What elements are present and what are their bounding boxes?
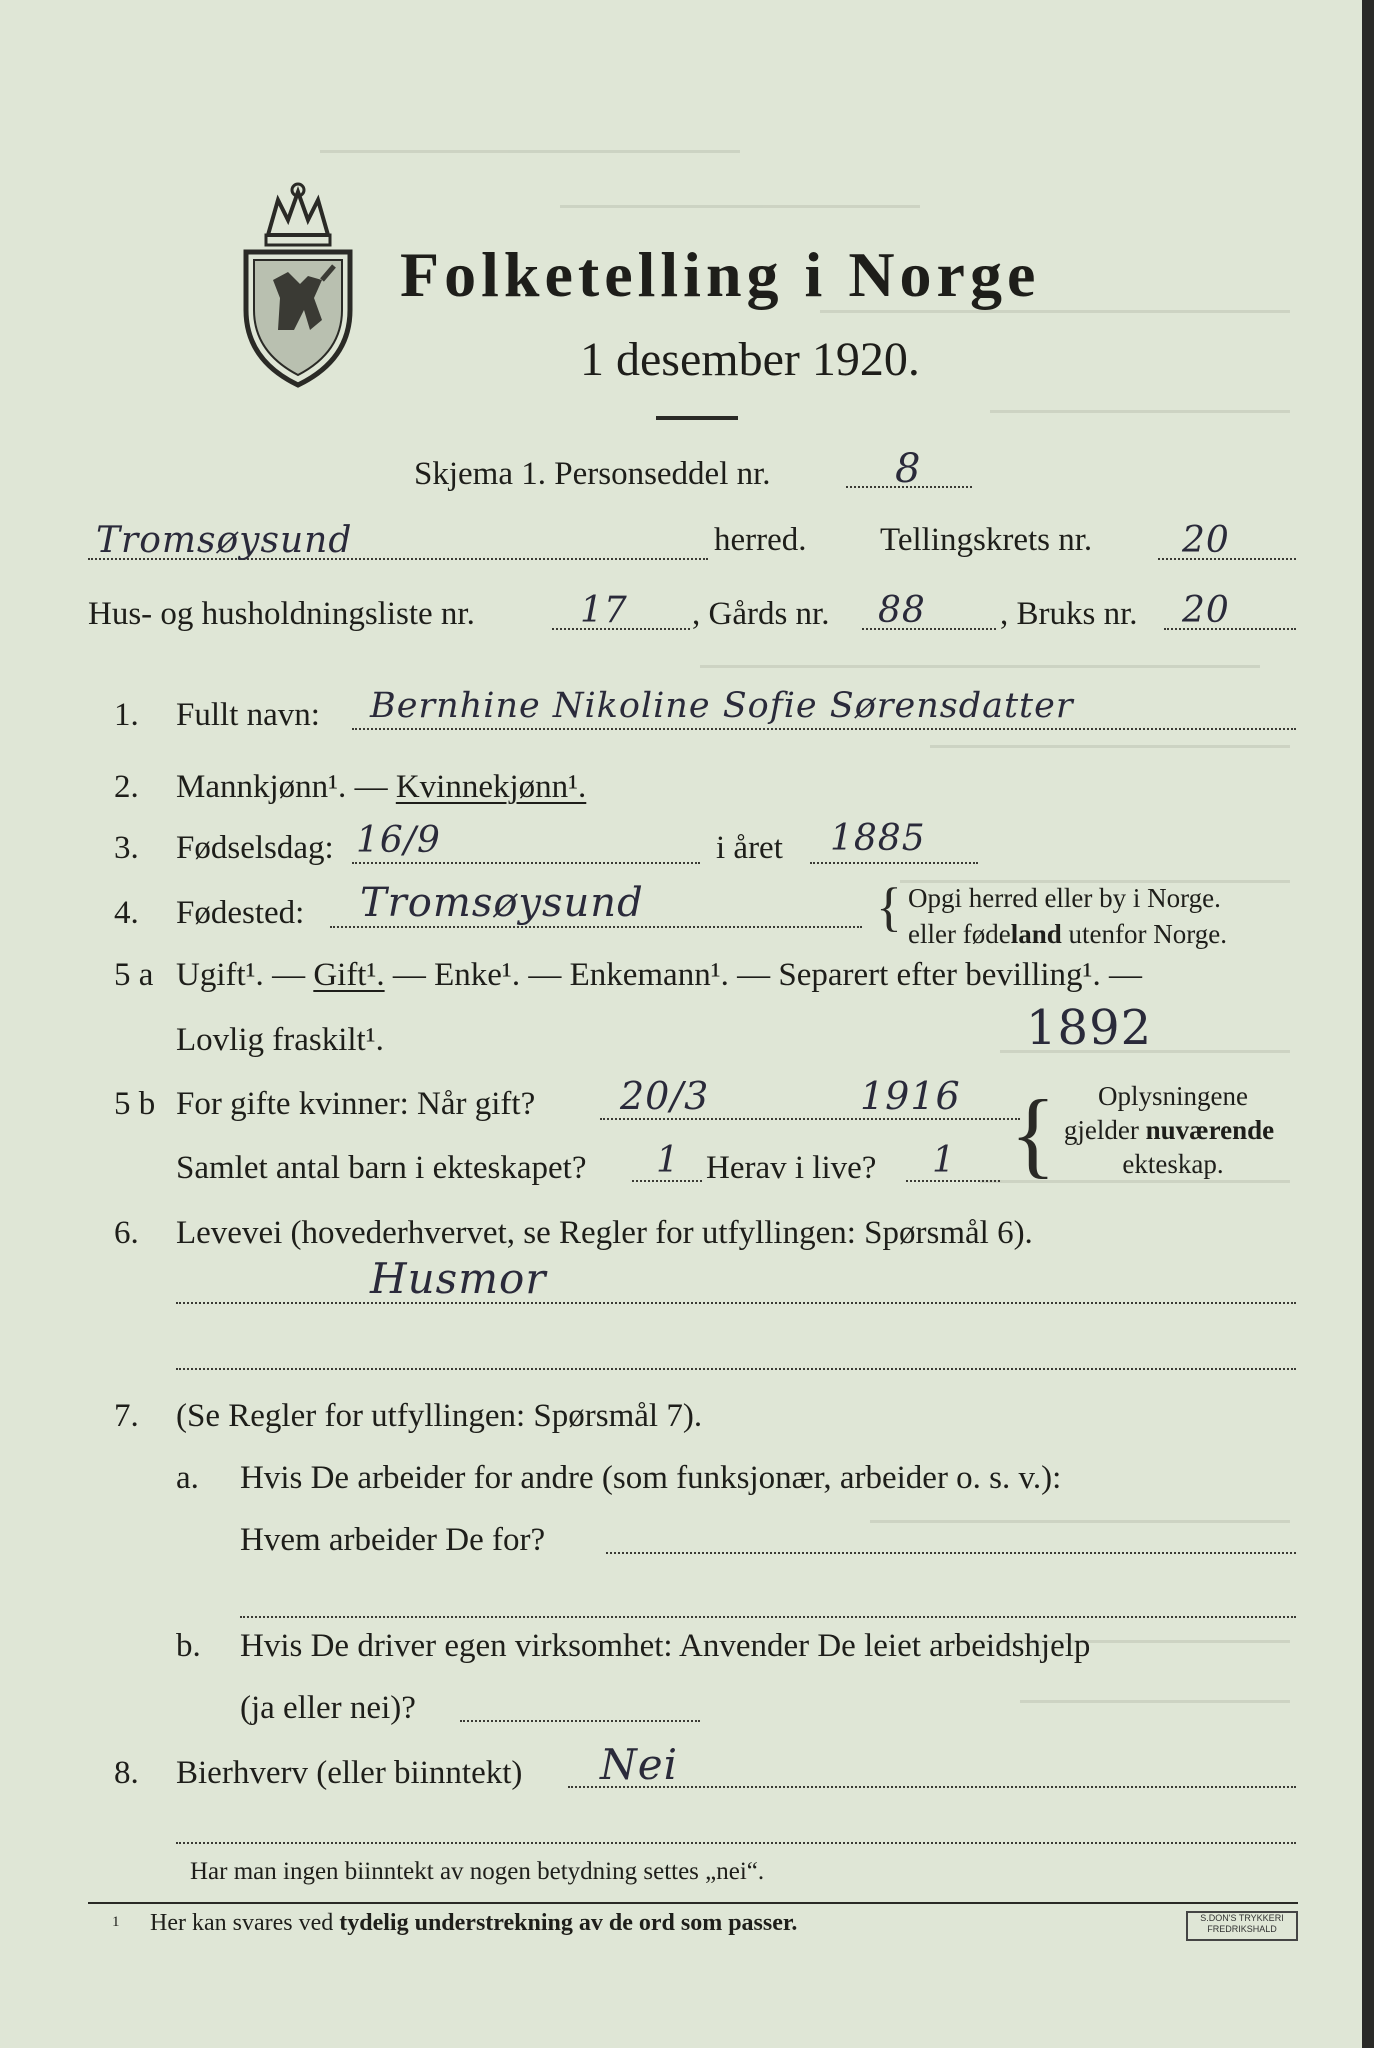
q6-label: Levevei (hovederhvervet, se Regler for utfyllingen: Spørsmål 6). — [176, 1215, 1033, 1251]
printer-stamp: S.DON'S TRYKKERI FREDRIKSHALD — [1186, 1911, 1298, 1941]
gards-value: 88 — [878, 590, 926, 631]
q5a-number: 5 a — [114, 957, 154, 993]
fodested-field[interactable] — [330, 926, 862, 928]
fullt-navn-value: Bernhine Nikoline Sofie Sørensdatter — [370, 686, 1074, 726]
q8-label: Bierhverv (eller biinntekt) — [176, 1755, 523, 1791]
q8-number: 8. — [114, 1755, 139, 1791]
bierhverv-value: Nei — [600, 1740, 679, 1789]
q7b-line1: Hvis De driver egen virksomhet: Anvender De leiet arbeidshjelp — [240, 1628, 1091, 1664]
q5b-brace: { — [1010, 1080, 1057, 1187]
q7a-letter: a. — [176, 1460, 199, 1496]
q5b-note-line2: gjelder nuværende — [1063, 1115, 1275, 1145]
q1-number: 1. — [114, 697, 139, 733]
q4-brace: { — [876, 877, 902, 937]
option-gift[interactable]: Gift¹. — [313, 957, 385, 993]
q4-label: Fødested: — [176, 895, 305, 931]
q3-label: Fødselsdag: — [176, 830, 334, 866]
levevei-field-2[interactable] — [176, 1368, 1296, 1370]
q5a-year-value: 1892 — [1026, 1000, 1153, 1056]
census-date: 1 desember 1920. — [580, 333, 920, 386]
arbeidsgiver-field-1[interactable] — [606, 1552, 1296, 1554]
option-mannkjonn[interactable]: Mannkjønn¹. — [176, 769, 347, 805]
q1-label: Fullt navn: — [176, 697, 320, 733]
schema-label: Skjema 1. Personseddel nr. — [414, 456, 771, 492]
q7a-line1: Hvis De arbeider for andre (som funksjonær, arbeider o. s. v.): — [240, 1460, 1062, 1496]
q5b-number: 5 b — [114, 1086, 156, 1122]
q7-label: (Se Regler for utfyllingen: Spørsmål 7). — [176, 1398, 703, 1434]
biinntekt-note: Har man ingen biinntekt av nogen betydning settes „nei“. — [190, 1858, 765, 1885]
option-separert[interactable]: Separert efter bevilling¹. — [778, 957, 1101, 993]
option-enke[interactable]: Enke¹. — [434, 957, 521, 993]
schema-number-value: 8 — [895, 446, 922, 492]
levevei-value: Husmor — [370, 1254, 547, 1303]
bruks-label: , Bruks nr. — [1000, 596, 1138, 632]
q4-note-line1: Opgi herred eller by i Norge. — [908, 883, 1221, 913]
children-label: Samlet antal barn i ekteskapet? — [176, 1150, 587, 1186]
fullt-navn-field[interactable] — [352, 728, 1296, 730]
q4-number: 4. — [114, 895, 139, 931]
q7-number: 7. — [114, 1398, 139, 1434]
option-ugift[interactable]: Ugift¹. — [176, 957, 264, 993]
fodselsdag-field[interactable] — [352, 862, 700, 864]
q3-number: 3. — [114, 830, 139, 866]
tellingskrets-value: 20 — [1182, 520, 1230, 561]
q2-options — [176, 769, 586, 806]
footnote-text: Her kan svares ved tydelig understrekning av de ord som passer. — [150, 1910, 798, 1936]
gift-dato-value: 20/3 — [620, 1074, 710, 1118]
tellingskrets-label: Tellingskrets nr. — [880, 522, 1093, 558]
q5b-note-line3: ekteskap. — [1122, 1149, 1224, 1179]
q5b-label: For gifte kvinner: Når gift? — [176, 1086, 536, 1122]
herred-label: herred. — [714, 522, 807, 558]
alive-value: 1 — [932, 1140, 956, 1181]
alive-label: Herav i live? — [706, 1150, 877, 1186]
q6-number: 6. — [114, 1215, 139, 1251]
q5a-options: Ugift¹. — Gift¹. — Enke¹. — Enkemann¹. — Separert efter bevilling¹. — — [176, 957, 1142, 993]
arbeidsgiver-field-2[interactable] — [240, 1616, 1296, 1618]
option-enkemann[interactable]: Enkemann¹. — [569, 957, 729, 993]
header-divider — [656, 416, 738, 420]
children-value: 1 — [656, 1140, 680, 1181]
gift-dato-field[interactable] — [600, 1118, 1020, 1120]
form-title: Folketelling i Norge — [400, 239, 1041, 310]
gift-aar-value: 1916 — [860, 1074, 961, 1118]
husholdningsliste-label: Hus- og husholdningsliste nr. — [88, 596, 475, 632]
bierhverv-field-2[interactable] — [176, 1842, 1296, 1844]
q4-note-line2: eller fødeland utenfor Norge. — [908, 919, 1227, 949]
arbeidshjelp-field[interactable] — [460, 1720, 700, 1722]
q7b-line2: (ja eller nei)? — [240, 1690, 416, 1726]
gards-label: , Gårds nr. — [692, 596, 830, 632]
year-label: i året — [716, 830, 783, 866]
herred-value: Tromsøysund — [96, 520, 353, 561]
husholdningsliste-value: 17 — [580, 590, 628, 631]
option-lovlig-fraskilt[interactable]: Lovlig fraskilt¹. — [176, 1022, 384, 1058]
birth-year-value: 1885 — [830, 818, 926, 859]
q2-number: 2. — [114, 769, 139, 805]
fodested-value: Tromsøysund — [360, 880, 644, 926]
q5b-note-line1: Oplysningene — [1098, 1081, 1248, 1111]
norway-coat-of-arms-icon — [238, 180, 358, 390]
q7b-letter: b. — [176, 1628, 201, 1664]
bruks-value: 20 — [1182, 590, 1230, 631]
footnote-marker: 1 — [112, 1914, 120, 1930]
option-kvinnekjonn[interactable]: Kvinnekjønn¹. — [395, 769, 587, 805]
q2-separator: — — [354, 769, 388, 805]
birth-year-field[interactable] — [810, 862, 978, 864]
fodselsdag-value: 16/9 — [356, 820, 441, 861]
levevei-field-1[interactable] — [176, 1302, 1296, 1304]
footnote-rule — [88, 1902, 1298, 1904]
q7a-line2: Hvem arbeider De for? — [240, 1522, 546, 1558]
